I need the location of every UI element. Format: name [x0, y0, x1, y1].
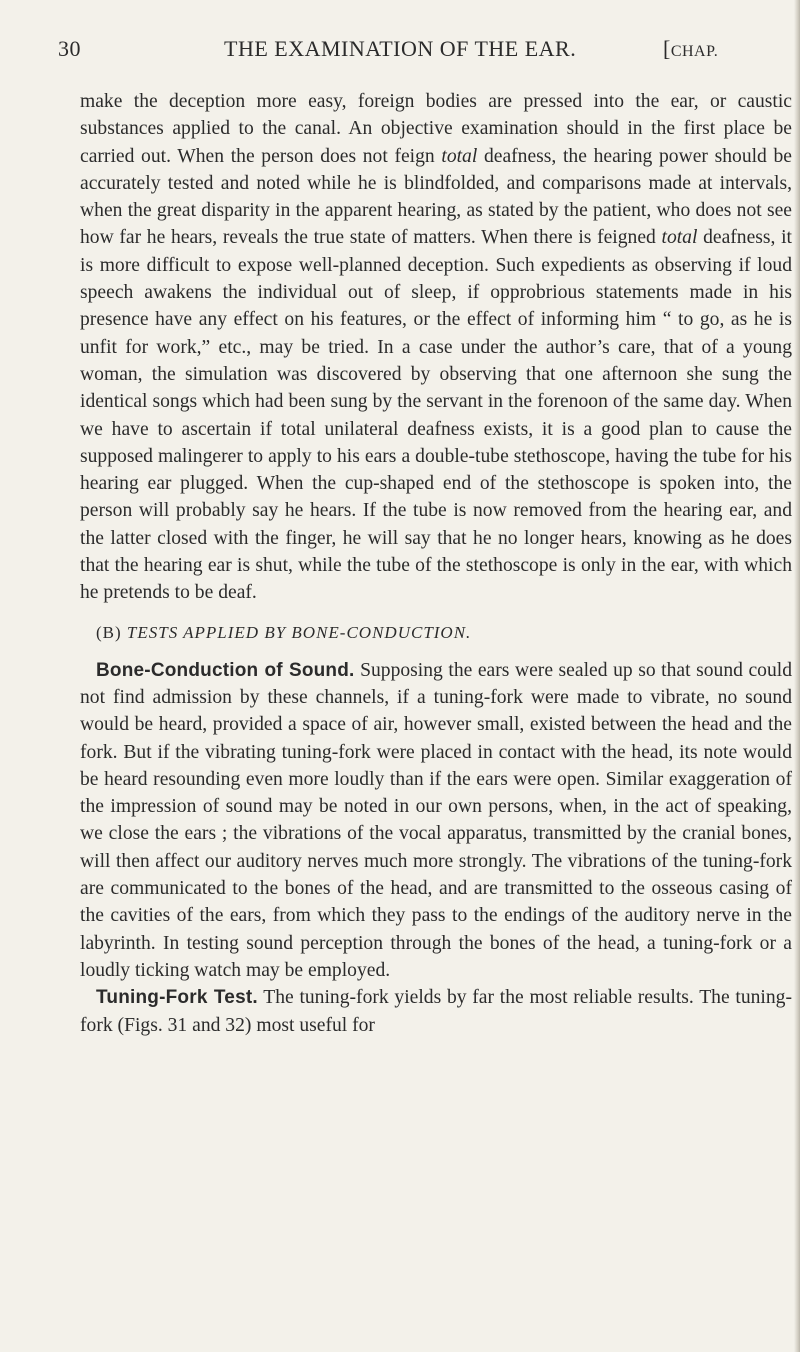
paragraph-text: make the deception more easy, foreign bodies are pressed into the ear, or caustic substances applied to the canal. An objective examination should in the first place be carried out. When the person does not feign [80, 91, 792, 167]
book-page [58, 28, 792, 1039]
section-label: (B) [96, 622, 122, 642]
run-in-heading: Tuning-Fork Test. [96, 987, 258, 1009]
paragraph-text: deafness, the hearing power should be accurately tested and noted while he is blindfolded, and comparisons made at intervals, when the great disparity in the apparent hearing, as stated by the patient, who does not see how far he hears, reveals the true state of matters. When there is feigned [80, 145, 792, 249]
section-title: TESTS APPLIED BY BONE-CONDUCTION. [126, 622, 472, 642]
run-in-heading: Bone-Conduction of Sound. [96, 659, 355, 681]
section-heading-b [96, 623, 792, 643]
chapter-abbrev: CHAP. [670, 43, 719, 60]
paragraph-bone-conduction [80, 657, 792, 985]
paragraph-malingering [80, 88, 792, 607]
chapter-marker [663, 36, 718, 62]
paragraph-text: Supposing the ears were sealed up so that sound could not find admission by these channels, if a tuning-fork were made to vibrate, no sound would be heard, provided a space of air, however small, existed between the head and the fork. But if the vibrating tuning-fork were placed in contact with the head, its note would be heard resounding even more loudly than if the ears were open. Similar exaggeration of the impression of sound may be noted in our own persons, when, in the act of speaking, we close the ears ; the vibrations of the vocal apparatus, transmitted by the cranial bones, will then affect our auditory nerves much more strongly. The vibrations of the tuning-fork are communicated to the bones of the head, and are transmitted to the osseous casing of the cavities of the ears, from which they pass to the endings of the auditory nerve in the labyrinth. In testing sound perception through the bones of the head, a tuning-fork or a loudly ticking watch may be employed. [80, 659, 792, 981]
running-head [58, 28, 792, 68]
page-edge [794, 0, 800, 1352]
paragraph-text: deafness, it is more difficult to expose well-planned deception. Such expedients as observing if loud speech awakens the individual out of sleep, if opprobrious statements made in his presence have any effect on his features, or the effect of informing him “ to go, as he is unfit for work,” etc., may be tried. In a case under the author’s care, that of a young woman, the simulation was discovered by observing that one afternoon she sung the identical songs which had been sung by the servant in the forenoon of the same day. When we have to ascertain if total unilateral deafness exists, it is a good plan to cause the supposed malingerer to apply to his ears a double-tube stethoscope, having the tube for his hearing ear plugged. When the cup-shaped end of the stethoscope is spoken into, the person will probably say he hears. If the tube is now removed from the hearing ear, and the latter closed with the finger, he will say that he no longer hears, knowing as he does that the hearing ear is shut, while the tube of the stethoscope is only in the ear, with which he pretends to be deaf. [80, 227, 792, 604]
paragraph-text: The tuning-fork yields by far the most reliable results. The tuning-fork (Figs. 31 and 32) most useful for [80, 987, 792, 1036]
page-number: 30 [58, 36, 81, 61]
running-title: THE EXAMINATION OF THE EAR. [224, 36, 577, 61]
emphasis-total: total [441, 145, 478, 167]
paragraph-tuning-fork [80, 984, 792, 1039]
emphasis-total: total [661, 227, 698, 249]
chapter-bracket: [ [663, 36, 671, 61]
